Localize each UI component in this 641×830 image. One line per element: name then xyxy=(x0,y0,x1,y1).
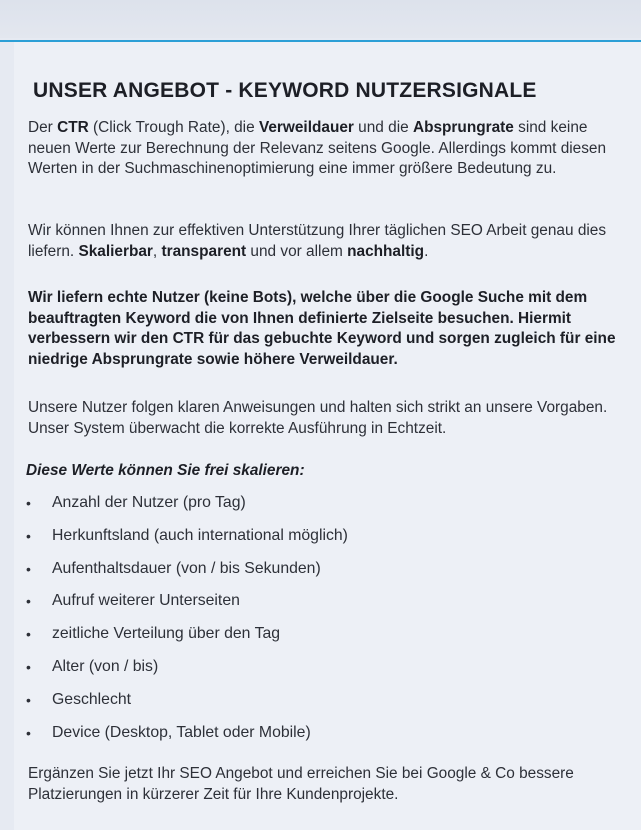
text: Der xyxy=(28,119,58,136)
bold-nachhaltig: nachhaltig xyxy=(347,242,425,260)
text: , xyxy=(152,242,162,260)
list-heading: Diese Werte können Sie frei skalieren: xyxy=(26,462,305,479)
list-item-text: Aufruf weiterer Unterseiten xyxy=(52,592,240,610)
bold-verweildauer: Verweildauer xyxy=(258,119,354,136)
top-background xyxy=(0,0,641,38)
bold-absprungrate: Absprungrate xyxy=(412,119,514,136)
paragraph-closing: Ergänzen Sie jetzt Ihr SEO Angebot und erreichen Sie bei Google & Co bessere Platzierungen in kürzerer Zeit für Ihre Kundenprojekte. xyxy=(28,765,574,803)
list-item-text: Geschlecht xyxy=(52,690,132,708)
text: und vor allem xyxy=(246,242,348,260)
bold-skalierbar: Skalierbar xyxy=(78,242,153,260)
feature-list xyxy=(20,492,620,754)
list-item xyxy=(20,558,620,591)
bullet-icon: • xyxy=(26,691,31,708)
bullet-icon: • xyxy=(26,495,31,511)
list-item xyxy=(20,590,620,623)
paragraph-system: Unsere Nutzer folgen klaren Anweisungen und halten sich strikt an unsere Vorgaben. Unser System überwacht die korrekte Ausführung in Echtzeit. xyxy=(28,399,608,437)
bullet-icon: • xyxy=(26,527,31,544)
text: Wir können Ihnen zur effektiven Unterstützung Ihrer täglichen SEO Arbeit genau dies liefern. xyxy=(28,222,607,260)
list-item-text: Anzahl der Nutzer (pro Tag) xyxy=(52,494,246,511)
bold-ctr: CTR xyxy=(57,119,89,136)
paragraph-real-users: Wir liefern echte Nutzer (keine Bots), welche über die Google Suche mit dem beauftragten Keyword die von Ihnen definierte Zielseite besuchen. Hiermit verbessern wir den CTR für das gebuchte Keyword und sorgen zugleich für eine niedrige Absprungrate sowie höhere Verweildauer. xyxy=(28,289,616,368)
bullet-icon: • xyxy=(26,593,31,610)
bullet-icon: • xyxy=(26,626,31,643)
bullet-icon: • xyxy=(26,560,31,577)
bullet-icon: • xyxy=(26,724,31,741)
text: (Click Trough Rate), die xyxy=(88,119,259,136)
list-item-text: Aufenthaltsdauer (von / bis Sekunden) xyxy=(52,559,321,577)
bold-transparent: transparent xyxy=(161,242,247,260)
list-item xyxy=(20,623,620,656)
list-item-text: Device (Desktop, Tablet oder Mobile) xyxy=(52,723,311,741)
list-item-text: zeitliche Verteilung über den Tag xyxy=(52,625,281,643)
list-item xyxy=(20,656,620,689)
page-title: UNSER ANGEBOT - KEYWORD NUTZERSIGNALE xyxy=(33,79,537,102)
list-item xyxy=(20,525,620,558)
list-item xyxy=(20,492,620,525)
text: und die xyxy=(353,119,413,136)
text: sind keine neuen Werte zur Berechnung der Relevanz seitens Google. Allerdings kommt diesen Werten in der Suchmaschinenoptimierung eine immer größere Bedeutung zu. xyxy=(28,119,607,177)
list-item xyxy=(20,689,620,722)
text: . xyxy=(424,242,429,260)
list-item-text: Herkunftsland (auch international möglich) xyxy=(52,526,348,544)
list-item-text: Alter (von / bis) xyxy=(52,657,159,675)
paragraph-intro xyxy=(28,118,628,180)
bullet-icon: • xyxy=(26,658,31,675)
list-item xyxy=(20,722,620,755)
paragraph-support xyxy=(28,221,628,262)
